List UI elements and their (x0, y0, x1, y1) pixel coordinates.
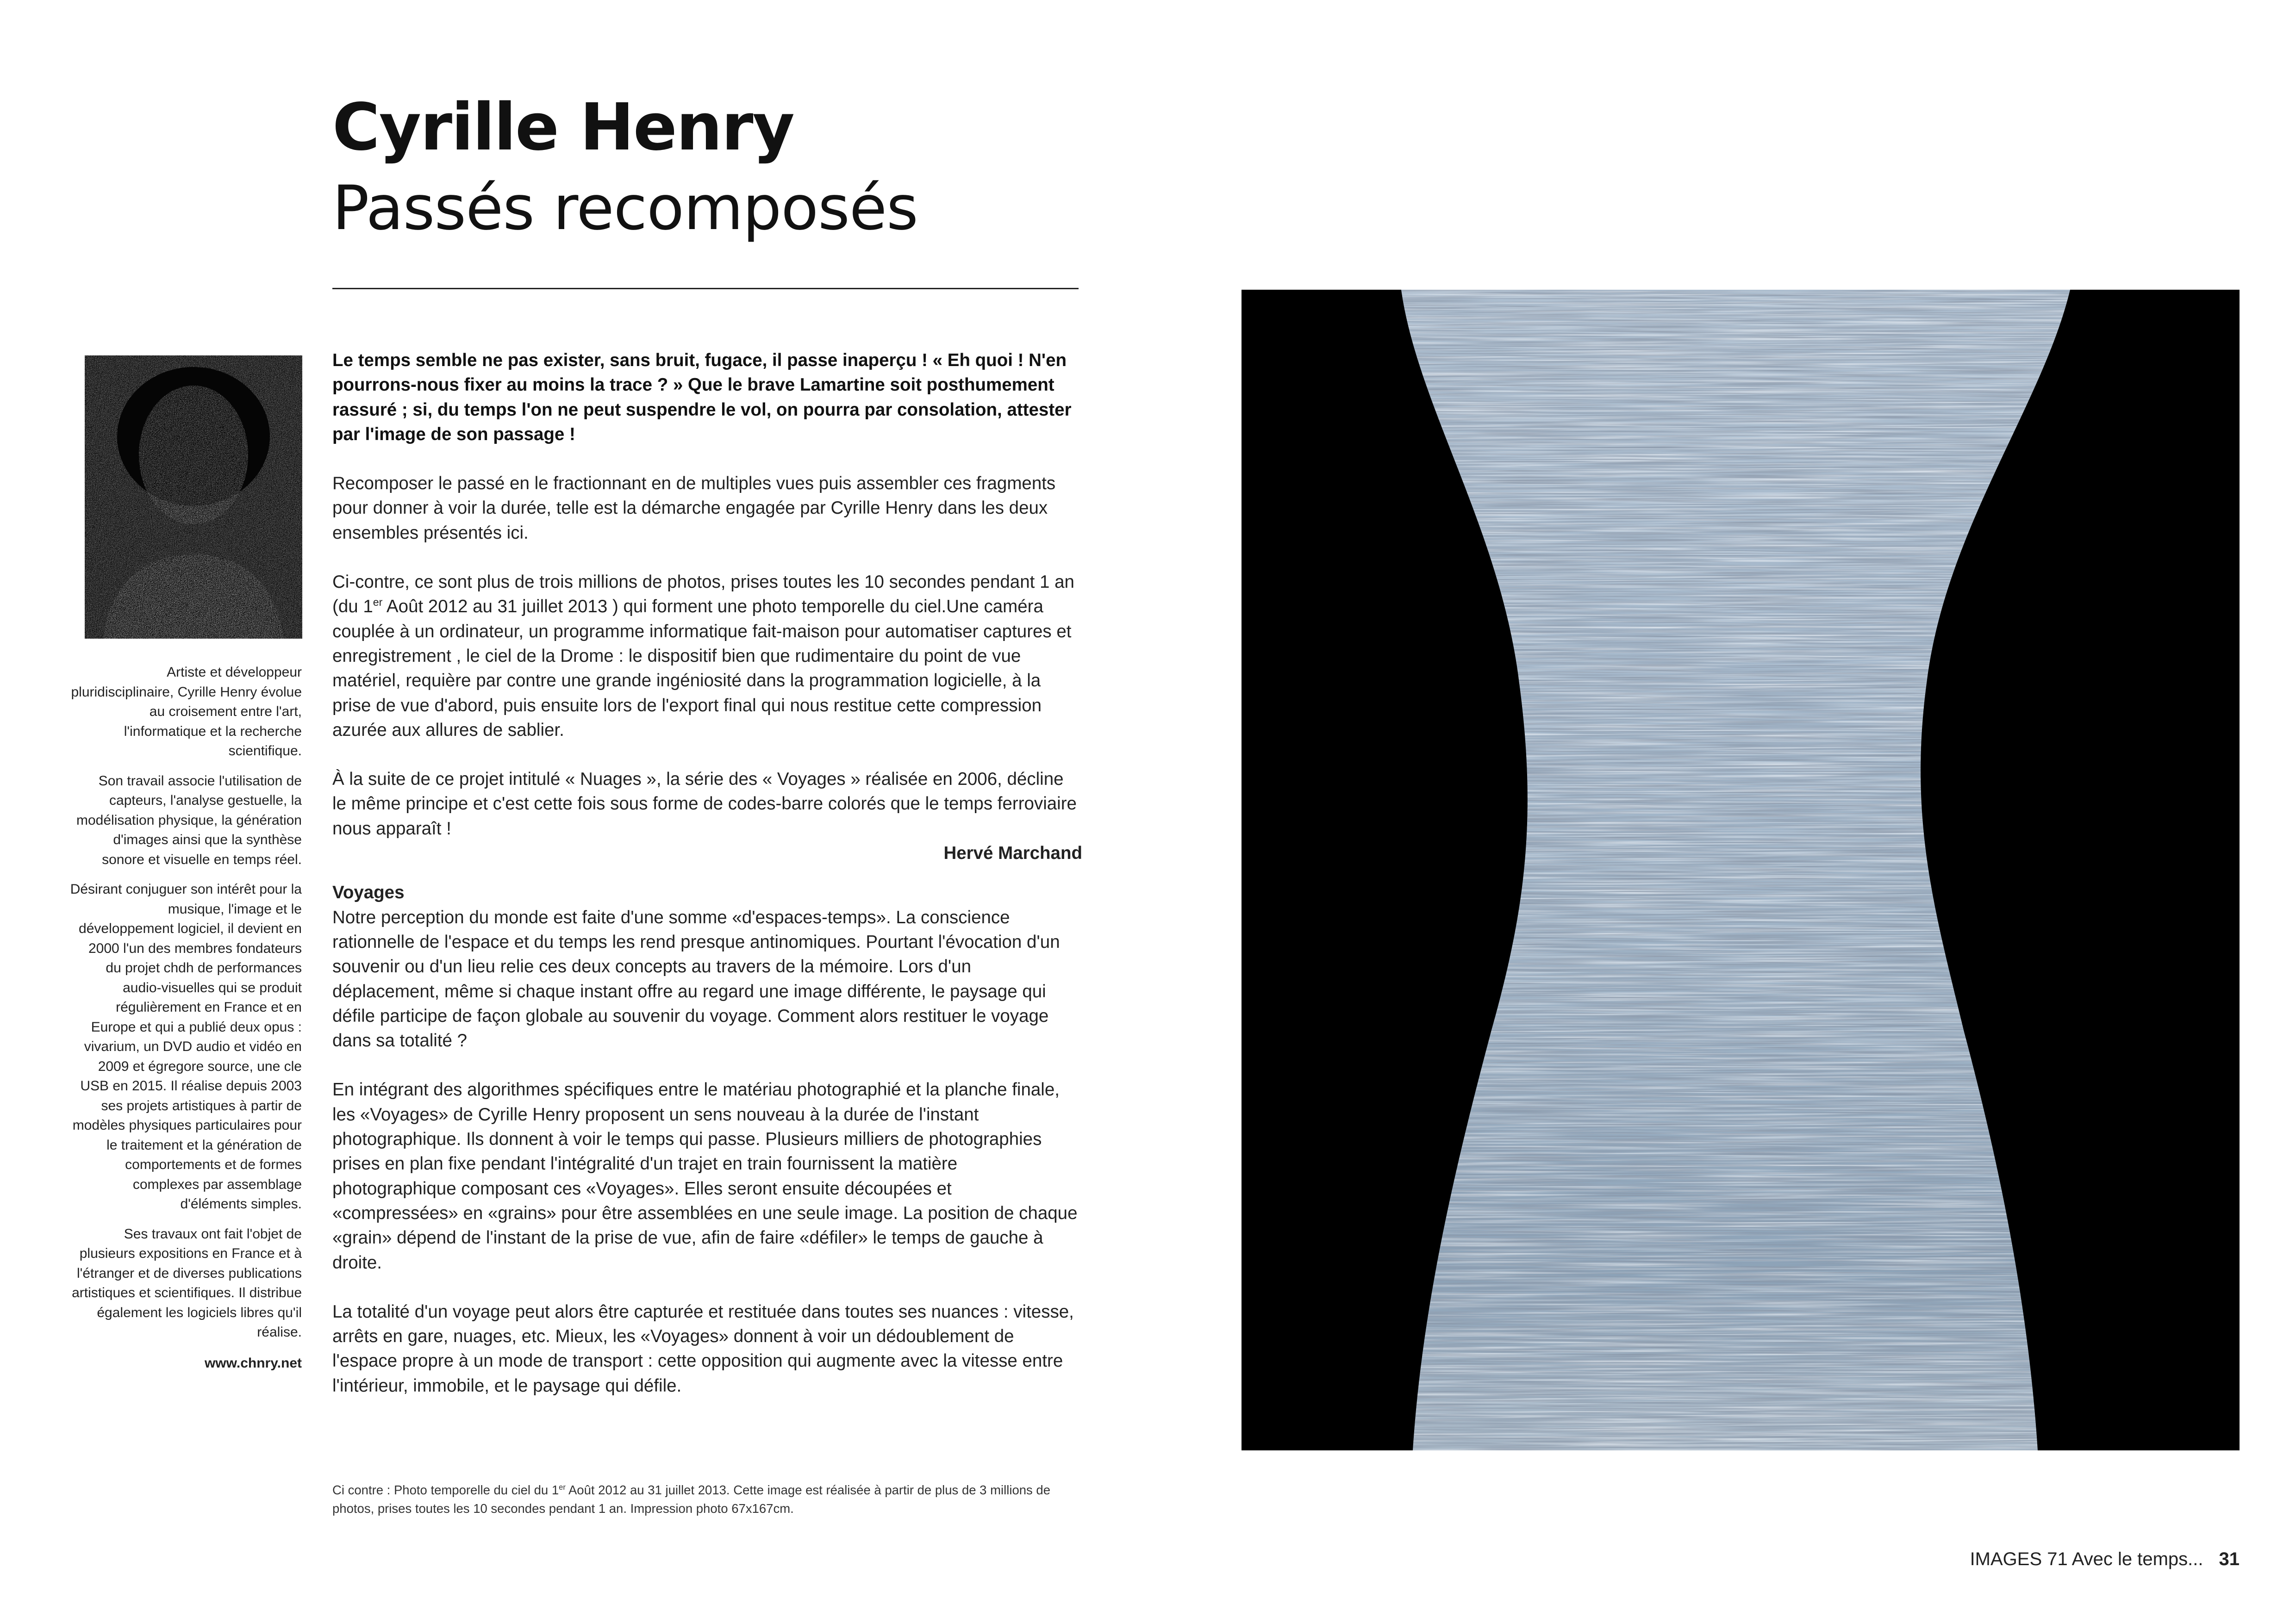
artist-website-link[interactable]: www.chnry.net (204, 1355, 302, 1371)
body-paragraph: Notre perception du monde est faite d'une somme «d'espaces-temps». La conscience rationnelle de l'espace et du temps les rend presque antinomiques. Pourtant l'évocation d'un souvenir ou d'un lieu relie ces deux concepts au travers de la mémoire. Lors d'un déplacement, même si chaque instant offre au regard une image différente, le paysage qui défile participe de façon globale au souvenir du voyage. Comment alors restituer le voyage dans sa totalité ? (332, 907, 1060, 1051)
lead-paragraph: Le temps semble ne pas exister, sans bruit, fugace, il passe inaperçu ! « Eh quoi ! N'en pourrons-nous fixer au moins la trace ? » Que le brave Lamartine soit posthumement rassuré ; si, du temps l'on ne peut suspendre le vol, on pourra par consolation, attester par l'image de son passage ! (332, 350, 1072, 444)
article-title: Passés recomposés (332, 173, 918, 244)
body-paragraph: Recomposer le passé en le fractionnant en de multiples vues puis assembler ces fragments pour donner à voir la durée, telle est la démarche engagée par Cyrille Henry dans les deux ensembles présentés ici. (332, 473, 1056, 543)
artist-portrait (85, 355, 302, 639)
temporal-sky-photo (1242, 290, 2240, 1450)
article-body (332, 348, 1082, 1423)
author-signature: Hervé Marchand (943, 843, 1082, 864)
body-paragraph: Ci-contre, ce sont plus de trois millions de photos, prises toutes les 10 secondes pendant 1 an (du 1er Août 2012 au 31 juillet 2013 ) qui forment une photo temporelle du ciel.Une caméra couplée à un ordinateur, un programme informatique fait-maison pour automatiser captures et enregistrement , le ciel de la Drome : le dispositif bien que rudimentaire du point de vue matériel, requière par contre une grande ingéniosité dans la programmation logicielle, à la prise de vue d'abord, puis ensuite lors de l'export final qui nous restitue cette compression azurée aux allures de sablier. (332, 572, 1074, 740)
publication-name: IMAGES 71 Avec le temps... (1970, 1549, 2203, 1569)
photo-caption: Ci contre : Photo temporelle du ciel du 1er Août 2012 au 31 juillet 2013. Cette image est réalisée à partir de plus de 3 millions de photos, prises toutes les 10 secondes pendant 1 an. Impression photo 67x167cm. (332, 1483, 1051, 1516)
bio-paragraph: Désirant conjuguer son intérêt pour la musique, l'image et le développement logiciel, il devient en 2000 l'un des membres fondateurs du projet chdh de performances audio-visuelles qui se produit régulièrement en France et en Europe et qui a publié deux opus : vivarium, un DVD audio et vidéo en 2009 et égregore source, une cle USB en 2015. Il réalise depuis 2003 ses projets artistiques à partir de modèles physiques particulaires pour le traitement et la génération de comportements et de formes complexes par assemblage d'éléments simples. (70, 882, 302, 1212)
body-paragraph: En intégrant des algorithmes spécifiques entre le matériau photographié et la planche finale, les «Voyages» de Cyrille Henry proposent un sens nouveau à la durée de l'instant photographique. Ils donnent à voir le temps qui passe. Plusieurs milliers de photographies prises en plan fixe pendant l'intégralité d'un trajet en train fournissent la matière photographique composant ces «Voyages». Elles seront ensuite découpées et «compressées» en «grains» pour être assemblées en une seule image. La position de chaque «grain» dépend de l'instant de la prise de vue, afin de faire «défiler» le temps de gauche à droite. (332, 1080, 1078, 1273)
article-author-title: Cyrille Henry (332, 90, 794, 165)
body-paragraph: La totalité d'un voyage peut alors être capturée et restituée dans toutes ses nuances : vitesse, arrêts en gare, nuages, etc. Mieux, les «Voyages» donnent à voir un dédoublement de l'espace propre à un mode de transport : cette opposition qui augmente avec la vitesse entre l'intérieur, immobile, et le paysage qui défile. (332, 1301, 1074, 1396)
body-paragraph: À la suite de ce projet intitulé « Nuages », la série des « Voyages » réalisée en 2006, décline le même principe et c'est cette fois sous forme de codes-barre colorés que le temps ferroviaire nous apparaît ! (332, 769, 1077, 839)
section-heading: Voyages (332, 883, 405, 903)
artist-biography (69, 663, 302, 1383)
page-number: 31 (2219, 1549, 2240, 1569)
page-footer (1970, 1547, 2240, 1572)
bio-paragraph: Son travail associe l'utilisation de capteurs, l'analyse gestuelle, la modélisation physique, la génération d'images ainsi que la synthèse sonore et visuelle en temps réel. (76, 773, 302, 867)
bio-paragraph: Ses travaux ont fait l'objet de plusieurs expositions en France et à l'étranger et de diverses publications artistiques et scientifiques. Il distribue également les logiciels libres qu'il réalise. (72, 1226, 302, 1340)
bio-paragraph: Artiste et développeur pluridisciplinaire, Cyrille Henry évolue au croisement entre l'art, l'informatique et la recherche scientifique. (71, 665, 302, 759)
title-divider (332, 288, 1079, 289)
